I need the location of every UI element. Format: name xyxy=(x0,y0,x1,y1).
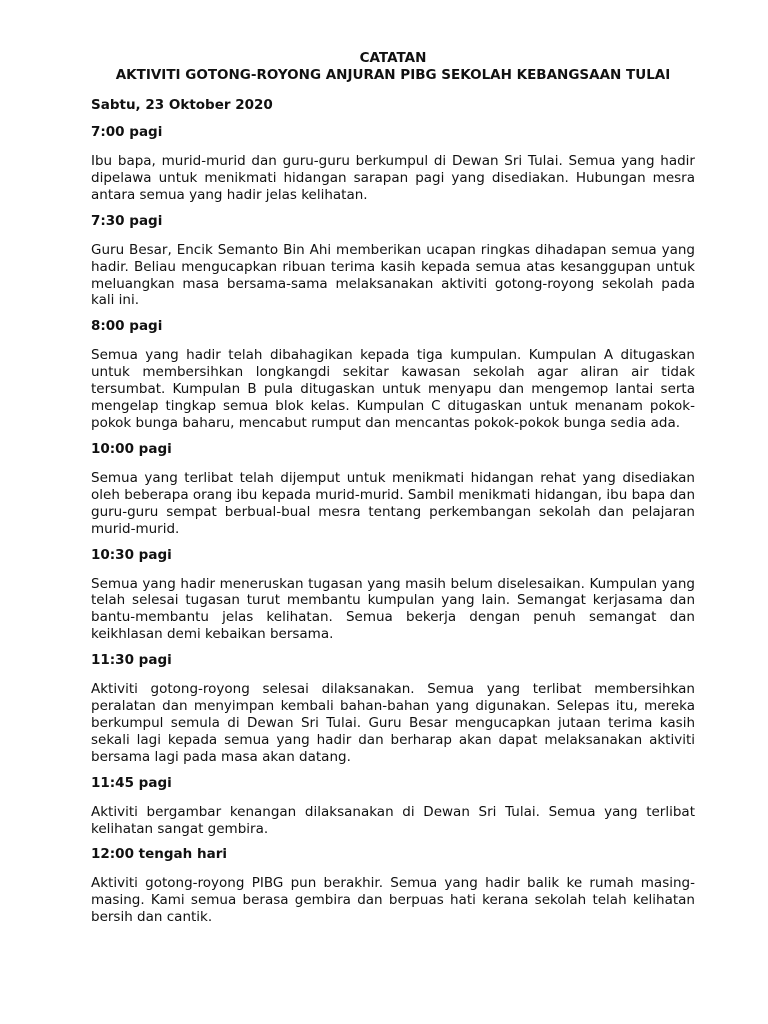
document-title: CATATAN xyxy=(359,50,427,66)
entry-time: 7:30 pagi xyxy=(91,212,163,229)
entry-text: Semua yang terlibat telah dijemput untuk menikmati hidangan rehat yang disediakan oleh beberapa orang ibu kepada murid-murid. Sambil menikmati hidangan, ibu bapa dan guru-guru sempat berbual-bual mesra tentang perkembangan sekolah dan pelajaran murid-murid. xyxy=(91,469,695,537)
entry-1030 xyxy=(91,547,695,644)
entry-time: 10:30 pagi xyxy=(91,546,172,563)
document-page xyxy=(91,50,695,935)
entry-text: Semua yang hadir meneruskan tugasan yang masih belum diselesaikan. Kumpulan yang telah selesai tugasan turut membantu kumpulan yang lain. Semangat kerjasama dan bantu-membantu jelas kelihatan. Semua bekerja dengan penuh semangat dan keikhlasan demi kebaikan bersama. xyxy=(91,575,695,643)
entry-text: Aktiviti gotong-royong PIBG pun berakhir. Semua yang hadir balik ke rumah masing-masing. Kami semua berasa gembira dan berpuas hati kerana sekolah telah kelihatan bersih dan cantik. xyxy=(91,875,695,926)
entry-text: Aktiviti gotong-royong selesai dilaksanakan. Semua yang terlibat membersihkan peralatan dan menyimpan kembali bahan-bahan yang digunakan. Selepas itu, mereka berkumpul semula di Dewan Sri Tulai. Guru Besar mengucapkan jutaan terima kasih sekali lagi kepada semua yang hadir dan berharap akan dapat melaksanakan aktiviti bersama lagi pada masa akan datang. xyxy=(91,681,695,765)
entry-0730 xyxy=(91,213,695,310)
entry-0800 xyxy=(91,318,695,432)
entry-time: 10:00 pagi xyxy=(91,440,172,457)
entry-text: Semua yang hadir telah dibahagikan kepada tiga kumpulan. Kumpulan A ditugaskan untuk membersihkan longkangdi sekitar kawasan sekolah agar aliran air tidak tersumbat. Kumpulan B pula ditugaskan untuk menyapu dan mengemop lantai serta mengelap tingkap semua blok kelas. Kumpulan C ditugaskan untuk menanam pokok-pokok bunga baharu, mencabut rumput dan mencantas pokok-pokok bunga sedia ada. xyxy=(91,347,695,431)
entry-1000 xyxy=(91,441,695,538)
entry-0700 xyxy=(91,124,695,204)
entry-1130 xyxy=(91,652,695,766)
entry-time: 8:00 pagi xyxy=(91,318,163,335)
entry-text: Guru Besar, Encik Semanto Bin Ahi memberikan ucapan ringkas dihadapan semua yang hadir. Beliau mengucapkan ribuan terima kasih kepada semua atas kesanggupan untuk meluangkan masa bersama-sama melaksanakan aktiviti gotong-royong sekolah pada kali ini. xyxy=(91,241,695,309)
entry-1145 xyxy=(91,775,695,838)
entry-time: 11:30 pagi xyxy=(91,652,172,669)
entry-time: 7:00 pagi xyxy=(91,124,163,140)
document-subtitle: AKTIVITI GOTONG-ROYONG ANJURAN PIBG SEKOLAH KEBANGSAAN TULAI xyxy=(115,67,671,83)
entry-text: Aktiviti bergambar kenangan dilaksanakan di Dewan Sri Tulai. Semua yang terlibat kelihatan sangat gembira. xyxy=(91,803,695,837)
entry-time: 11:45 pagi xyxy=(91,774,172,791)
entry-time: 12:00 tengah hari xyxy=(91,846,227,863)
entry-text: Ibu bapa, murid-murid dan guru-guru berkumpul di Dewan Sri Tulai. Semua yang hadir dipelawa untuk menikmati hidangan sarapan pagi yang disediakan. Hubungan mesra antara semua yang hadir jelas kelihatan. xyxy=(91,153,695,203)
document-date: Sabtu, 23 Oktober 2020 xyxy=(91,97,273,113)
entry-1200 xyxy=(91,846,695,926)
